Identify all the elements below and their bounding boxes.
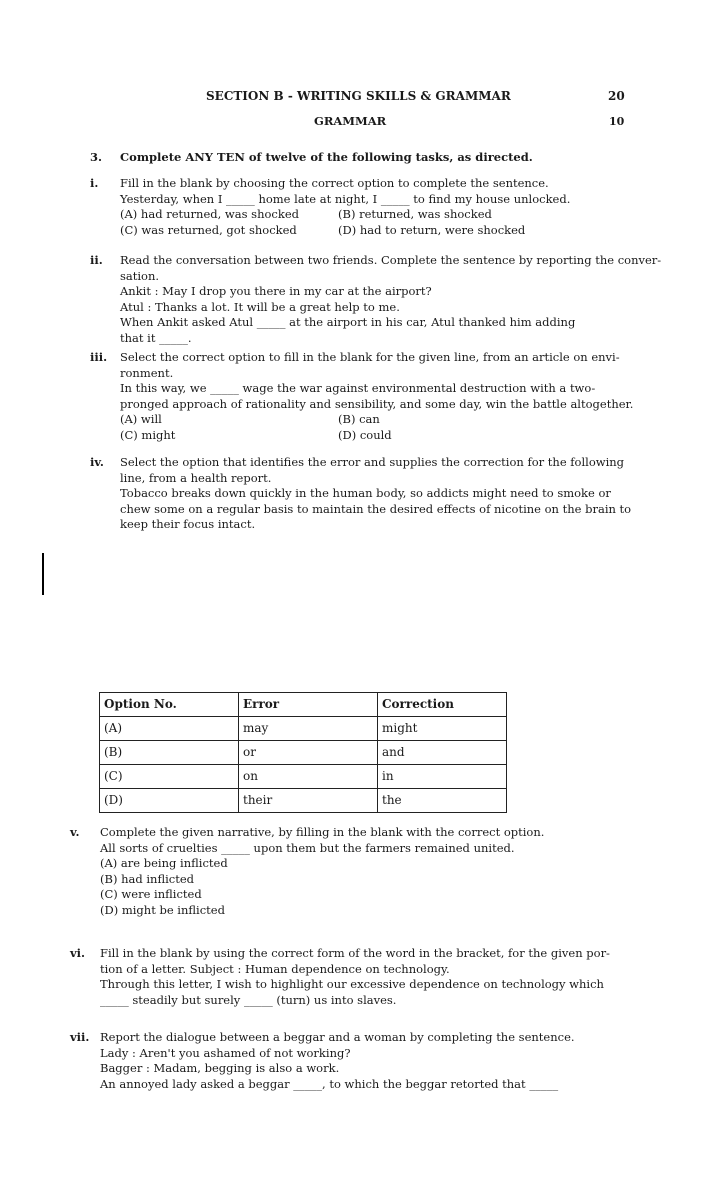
- table-cell: (C): [100, 765, 239, 789]
- item-line: line, from a health report.: [120, 470, 272, 485]
- item-line: Complete the given narrative, by filling in the blank with the correct option.: [100, 825, 545, 839]
- table-cell: (B): [100, 741, 239, 765]
- item-line: Read the conversation between two friends. Complete the sentence by reporting the conver-: [120, 253, 662, 267]
- item-label: vi.: [70, 946, 86, 960]
- item-label: ii.: [90, 253, 103, 267]
- item-line: Select the option that identifies the error and supplies the correction for the following: [120, 455, 625, 469]
- option-c: (C) were inflicted: [100, 887, 202, 901]
- table-cell: in: [378, 765, 507, 789]
- option-a: (A) are being inflicted: [100, 856, 228, 870]
- option-b: (B) can: [338, 412, 380, 426]
- table-cell: might: [378, 717, 507, 741]
- option-b: (B) returned, was shocked: [338, 207, 492, 221]
- option-b: (B) had inflicted: [100, 871, 195, 886]
- item-line: Select the correct option to fill in the blank for the given line, from an article on envi-: [120, 350, 620, 364]
- item-line: pronged approach of rationality and sensibility, and some day, win the battle altogether.: [120, 396, 634, 411]
- question-instruction: Complete ANY TEN of twelve of the following tasks, as directed.: [120, 150, 533, 164]
- table-cell: on: [239, 765, 378, 789]
- item-line: In this way, we _____ wage the war against environmental destruction with a two-: [120, 381, 596, 395]
- column-header: Error: [239, 693, 378, 717]
- item-line: sation.: [120, 268, 160, 283]
- table-row: [100, 717, 507, 741]
- item-line: Through this letter, I wish to highlight our excessive dependence on technology which: [100, 977, 604, 991]
- item-label: v.: [70, 825, 80, 839]
- error-correction-table: [99, 692, 507, 813]
- option-a: (A) had returned, was shocked: [120, 207, 299, 221]
- section-marks: 20: [608, 89, 625, 103]
- item-line: Bagger : Madam, begging is also a work.: [100, 1061, 340, 1075]
- item-line: An annoyed lady asked a beggar _____, to which the beggar retorted that _____: [100, 1076, 559, 1091]
- option-d: (D) might be inflicted: [100, 902, 225, 917]
- item-line: ronment.: [120, 365, 174, 380]
- section-title: SECTION B - WRITING SKILLS & GRAMMAR: [206, 89, 511, 103]
- column-header: Correction: [378, 693, 507, 717]
- item-line: keep their focus intact.: [120, 517, 256, 531]
- item-line: _____ steadily but surely _____ (turn) us into slaves.: [100, 992, 397, 1007]
- table-cell: their: [239, 789, 378, 813]
- table-row: [100, 741, 507, 765]
- item-line: When Ankit asked Atul _____ at the airport in his car, Atul thanked him adding: [120, 315, 576, 329]
- item-line: tion of a letter. Subject : Human dependence on technology.: [100, 961, 450, 976]
- item-line: Atul : Thanks a lot. It will be a great help to me.: [120, 299, 400, 314]
- item-line: Ankit : May I drop you there in my car at the airport?: [120, 284, 432, 298]
- table-cell: and: [378, 741, 507, 765]
- option-c: (C) might: [120, 427, 176, 442]
- table-cell: (D): [100, 789, 239, 813]
- option-d: (D) could: [338, 427, 392, 442]
- item-label: iv.: [90, 455, 104, 469]
- table-cell: the: [378, 789, 507, 813]
- item-label: i.: [90, 176, 99, 190]
- table-row: [100, 789, 507, 813]
- item-line: Tobacco breaks down quickly in the human body, so addicts might need to smoke or: [120, 486, 611, 500]
- item-line: Yesterday, when I _____ home late at night, I _____ to find my house unlocked.: [120, 191, 571, 206]
- table-cell: or: [239, 741, 378, 765]
- text-cursor: [42, 553, 44, 595]
- option-d: (D) had to return, were shocked: [338, 222, 526, 237]
- item-line: Fill in the blank by using the correct form of the word in the bracket, for the given por-: [100, 946, 610, 960]
- item-line: that it _____.: [120, 330, 192, 345]
- table-row: [100, 765, 507, 789]
- table-header-row: [100, 693, 507, 717]
- item-line: Lady : Aren't you ashamed of not working?: [100, 1045, 351, 1060]
- table-cell: (A): [100, 717, 239, 741]
- item-line: Fill in the blank by choosing the correct option to complete the sentence.: [120, 176, 549, 190]
- option-c: (C) was returned, got shocked: [120, 222, 297, 237]
- item-line: Report the dialogue between a beggar and a woman by completing the sentence.: [100, 1030, 575, 1044]
- table-cell: may: [239, 717, 378, 741]
- sub-marks: 10: [609, 115, 625, 128]
- question-number: 3.: [90, 150, 103, 164]
- option-a: (A) will: [120, 412, 162, 426]
- item-line: chew some on a regular basis to maintain the desired effects of nicotine on the brain to: [120, 501, 632, 516]
- column-header: Option No.: [100, 693, 239, 717]
- item-label: iii.: [90, 350, 108, 364]
- item-label: vii.: [70, 1030, 90, 1044]
- item-line: All sorts of cruelties _____ upon them but the farmers remained united.: [100, 840, 515, 855]
- sub-title: GRAMMAR: [314, 114, 387, 128]
